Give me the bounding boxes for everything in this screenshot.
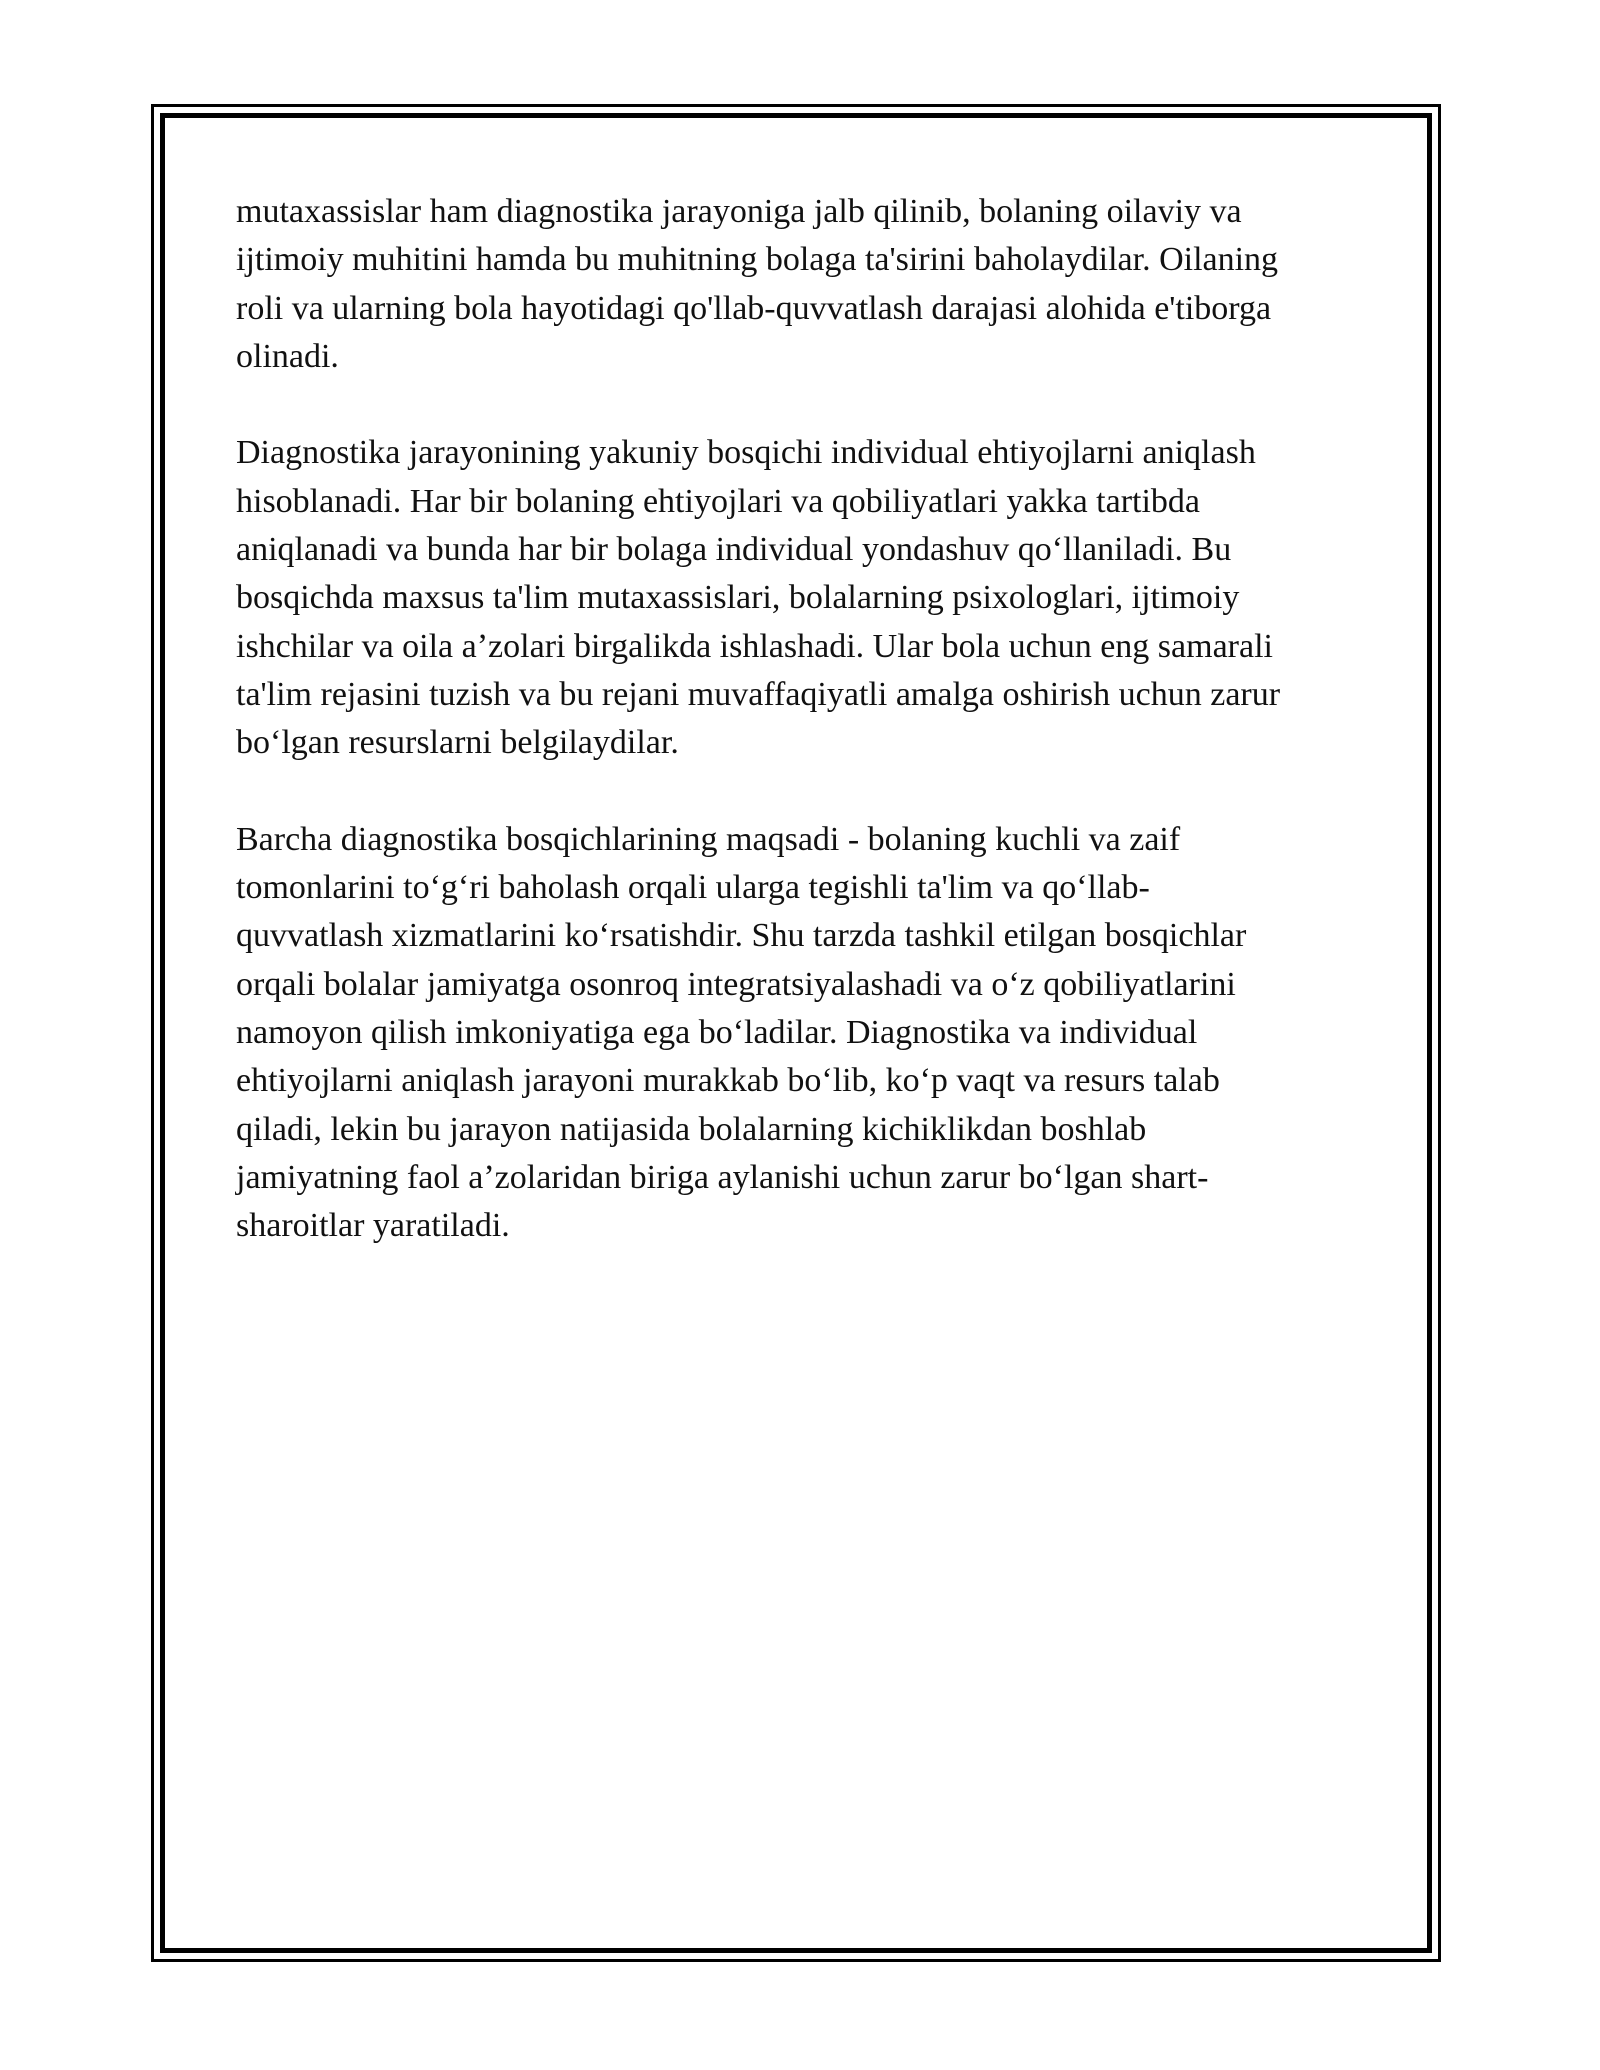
text-line: orqali bolalar jamiyatga osonroq integratsiyalashadi va oʻz qobiliyatlarini: [236, 965, 1236, 1003]
document-body: [236, 188, 1376, 1299]
text-line: bosqichda maxsus ta'lim mutaxassislari, bolalarning psixologlari, ijtimoiy: [236, 579, 1240, 617]
text-line: boʻlgan resurslarni belgilaydilar.: [236, 724, 679, 762]
text-line: mutaxassislar ham diagnostika jarayoniga jalb qilinib, bolaning oilaviy va: [236, 193, 1242, 230]
text-line: tomonlarini toʻgʻri baholash orqali ularga tegishli ta'lim va qoʻllab-: [236, 869, 1150, 907]
text-line: hisoblanadi. Har bir bolaning ehtiyojlari va qobiliyatlari yakka tartibda: [236, 482, 1201, 520]
text-line: sharoitlar yaratiladi.: [236, 1207, 510, 1245]
text-line: Diagnostika jarayonining yakuniy bosqichi individual ehtiyojlarni aniqlash: [236, 434, 1256, 472]
text-line: ta'lim rejasini tuzish va bu rejani muvaffaqiyatli amalga oshirish uchun zarur: [236, 675, 1281, 713]
text-line: jamiyatning faol aʼzolaridan biriga aylanishi uchun zarur boʻlgan shart-: [236, 1158, 1209, 1196]
text-line: ehtiyojlarni aniqlash jarayoni murakkab boʻlib, koʻp vaqt va resurs talab: [236, 1062, 1220, 1100]
text-line: olinadi.: [236, 337, 339, 375]
text-line: namoyon qilish imkoniyatiga ega boʻladilar. Diagnostika va individual: [236, 1014, 1198, 1052]
text-line: roli va ularning bola hayotidagi qo'llab-quvvatlash darajasi alohida e'tiborga: [236, 289, 1272, 327]
text-line: aniqlanadi va bunda har bir bolaga individual yondashuv qoʻllaniladi. Bu: [236, 531, 1232, 569]
text-line: Barcha diagnostika bosqichlarining maqsadi - bolaning kuchli va zaif: [236, 820, 1181, 858]
text-line: quvvatlash xizmatlarini koʻrsatishdir. Shu tarzda tashkil etilgan bosqichlar: [236, 917, 1247, 955]
paragraph-2: [236, 429, 1376, 767]
text-line: ijtimoiy muhitini hamda bu muhitning bolaga ta'sirini baholaydilar. Oilaning: [236, 241, 1279, 279]
paragraph-3: [236, 816, 1376, 1251]
text-line: ishchilar va oila aʼzolari birgalikda ishlashadi. Ular bola uchun eng samarali: [236, 627, 1273, 665]
paragraph-1: [236, 188, 1376, 381]
text-line: qiladi, lekin bu jarayon natijasida bolalarning kichiklikdan boshlab: [236, 1110, 1147, 1148]
